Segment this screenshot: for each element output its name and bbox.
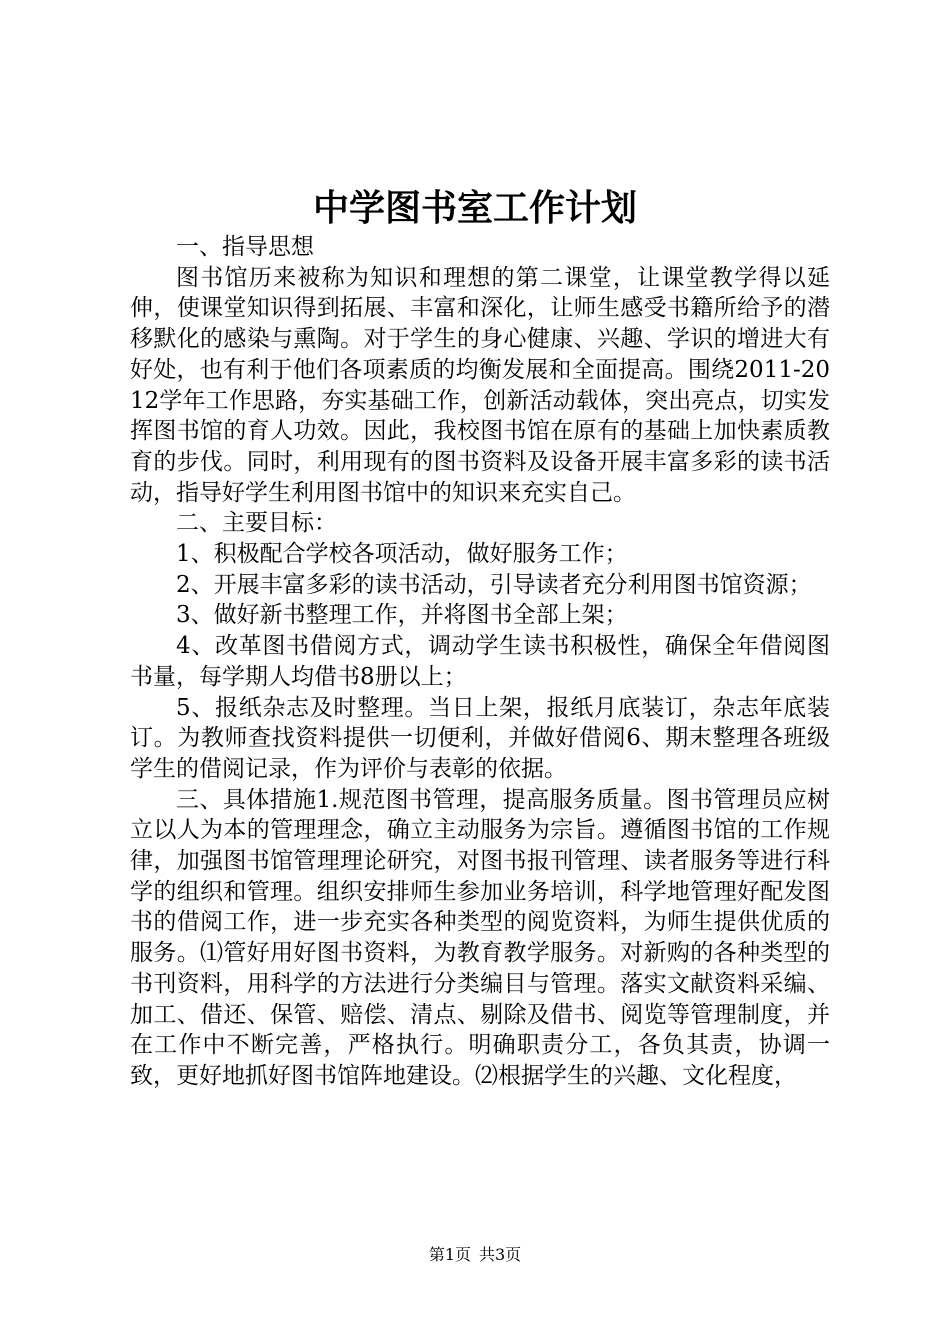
goal-item-3: 3、做好新书整理工作，并将图书全部上架； bbox=[176, 602, 628, 629]
goal-item-4: 4、改革图书借阅方式，调动学生读书积极性，确保全年借阅图书量，每学期人均借书8册以上； bbox=[130, 633, 830, 690]
section-heading-main-goals: 二、主要目标： bbox=[176, 510, 337, 537]
goal-item-5: 5、报纸杂志及时整理。当日上架，报纸月底装订，杂志年底装订。为教师查找资料提供一切便利，并做好借阅6、期末整理各班级学生的借阅记录，作为评价与表彰的依据。 bbox=[130, 694, 830, 782]
document-title: 中学图书室工作计划 bbox=[312, 187, 637, 229]
goal-item-1: 1、积极配合学校各项活动，做好服务工作； bbox=[176, 541, 628, 568]
page-footer bbox=[0, 1245, 950, 1265]
goal-item-2: 2、开展丰富多彩的读书活动，引导读者充分利用图书馆资源； bbox=[176, 571, 812, 598]
paragraph-specific-measures: 三、具体措施1.规范图书管理，提高服务质量。图书管理员应树立以人为本的管理理念，确立主动服务为宗旨。遵循图书馆的工作规律，加强图书馆管理理论研究，对图书报刊管理、读者服务等进行科学的组织和管理。组织安排师生参加业务培训，科学地管理好配发图书的借阅工作，进一步充实各种类型的阅览资料，为师生提供优质的服务。⑴管好用好图书资料，为教育教学服务。对新购的各种类型的书刊资料，用科学的方法进行分类编目与管理。落实文献资料采编、加工、借还、保管、赔偿、清点、剔除及借书、阅览等管理制度，并在工作中不断完善，严格执行。明确职责分工，各负其责，协调一致，更好地抓好图书馆阵地建设。⑵根据学生的兴趣、文化程度， bbox=[130, 786, 830, 1089]
page-number-total: 共3页 bbox=[479, 1245, 522, 1264]
page-number-current: 第1页 bbox=[428, 1245, 471, 1264]
document-body bbox=[130, 232, 830, 1092]
section-heading-guiding-ideology: 一、指导思想 bbox=[176, 234, 314, 260]
paragraph-guiding-ideology: 图书馆历来被称为知识和理想的第二课堂，让课堂教学得以延伸，使课堂知识得到拓展、丰富和深化，让师生感受书籍所给予的潜移默化的感染与熏陶。对于学生的身心健康、兴趣、学识的增进大有好处，也有利于他们各项素质的均衡发展和全面提高。围绕2011-2012学年工作思路，夯实基础工作，创新活动载体，突出亮点，切实发挥图书馆的育人功效。因此，我校图书馆在原有的基础上加快素质教育的步伐。同时，利用现有的图书资料及设备开展丰富多彩的读书活动，指导好学生利用图书馆中的知识来充实自己。 bbox=[130, 264, 830, 506]
